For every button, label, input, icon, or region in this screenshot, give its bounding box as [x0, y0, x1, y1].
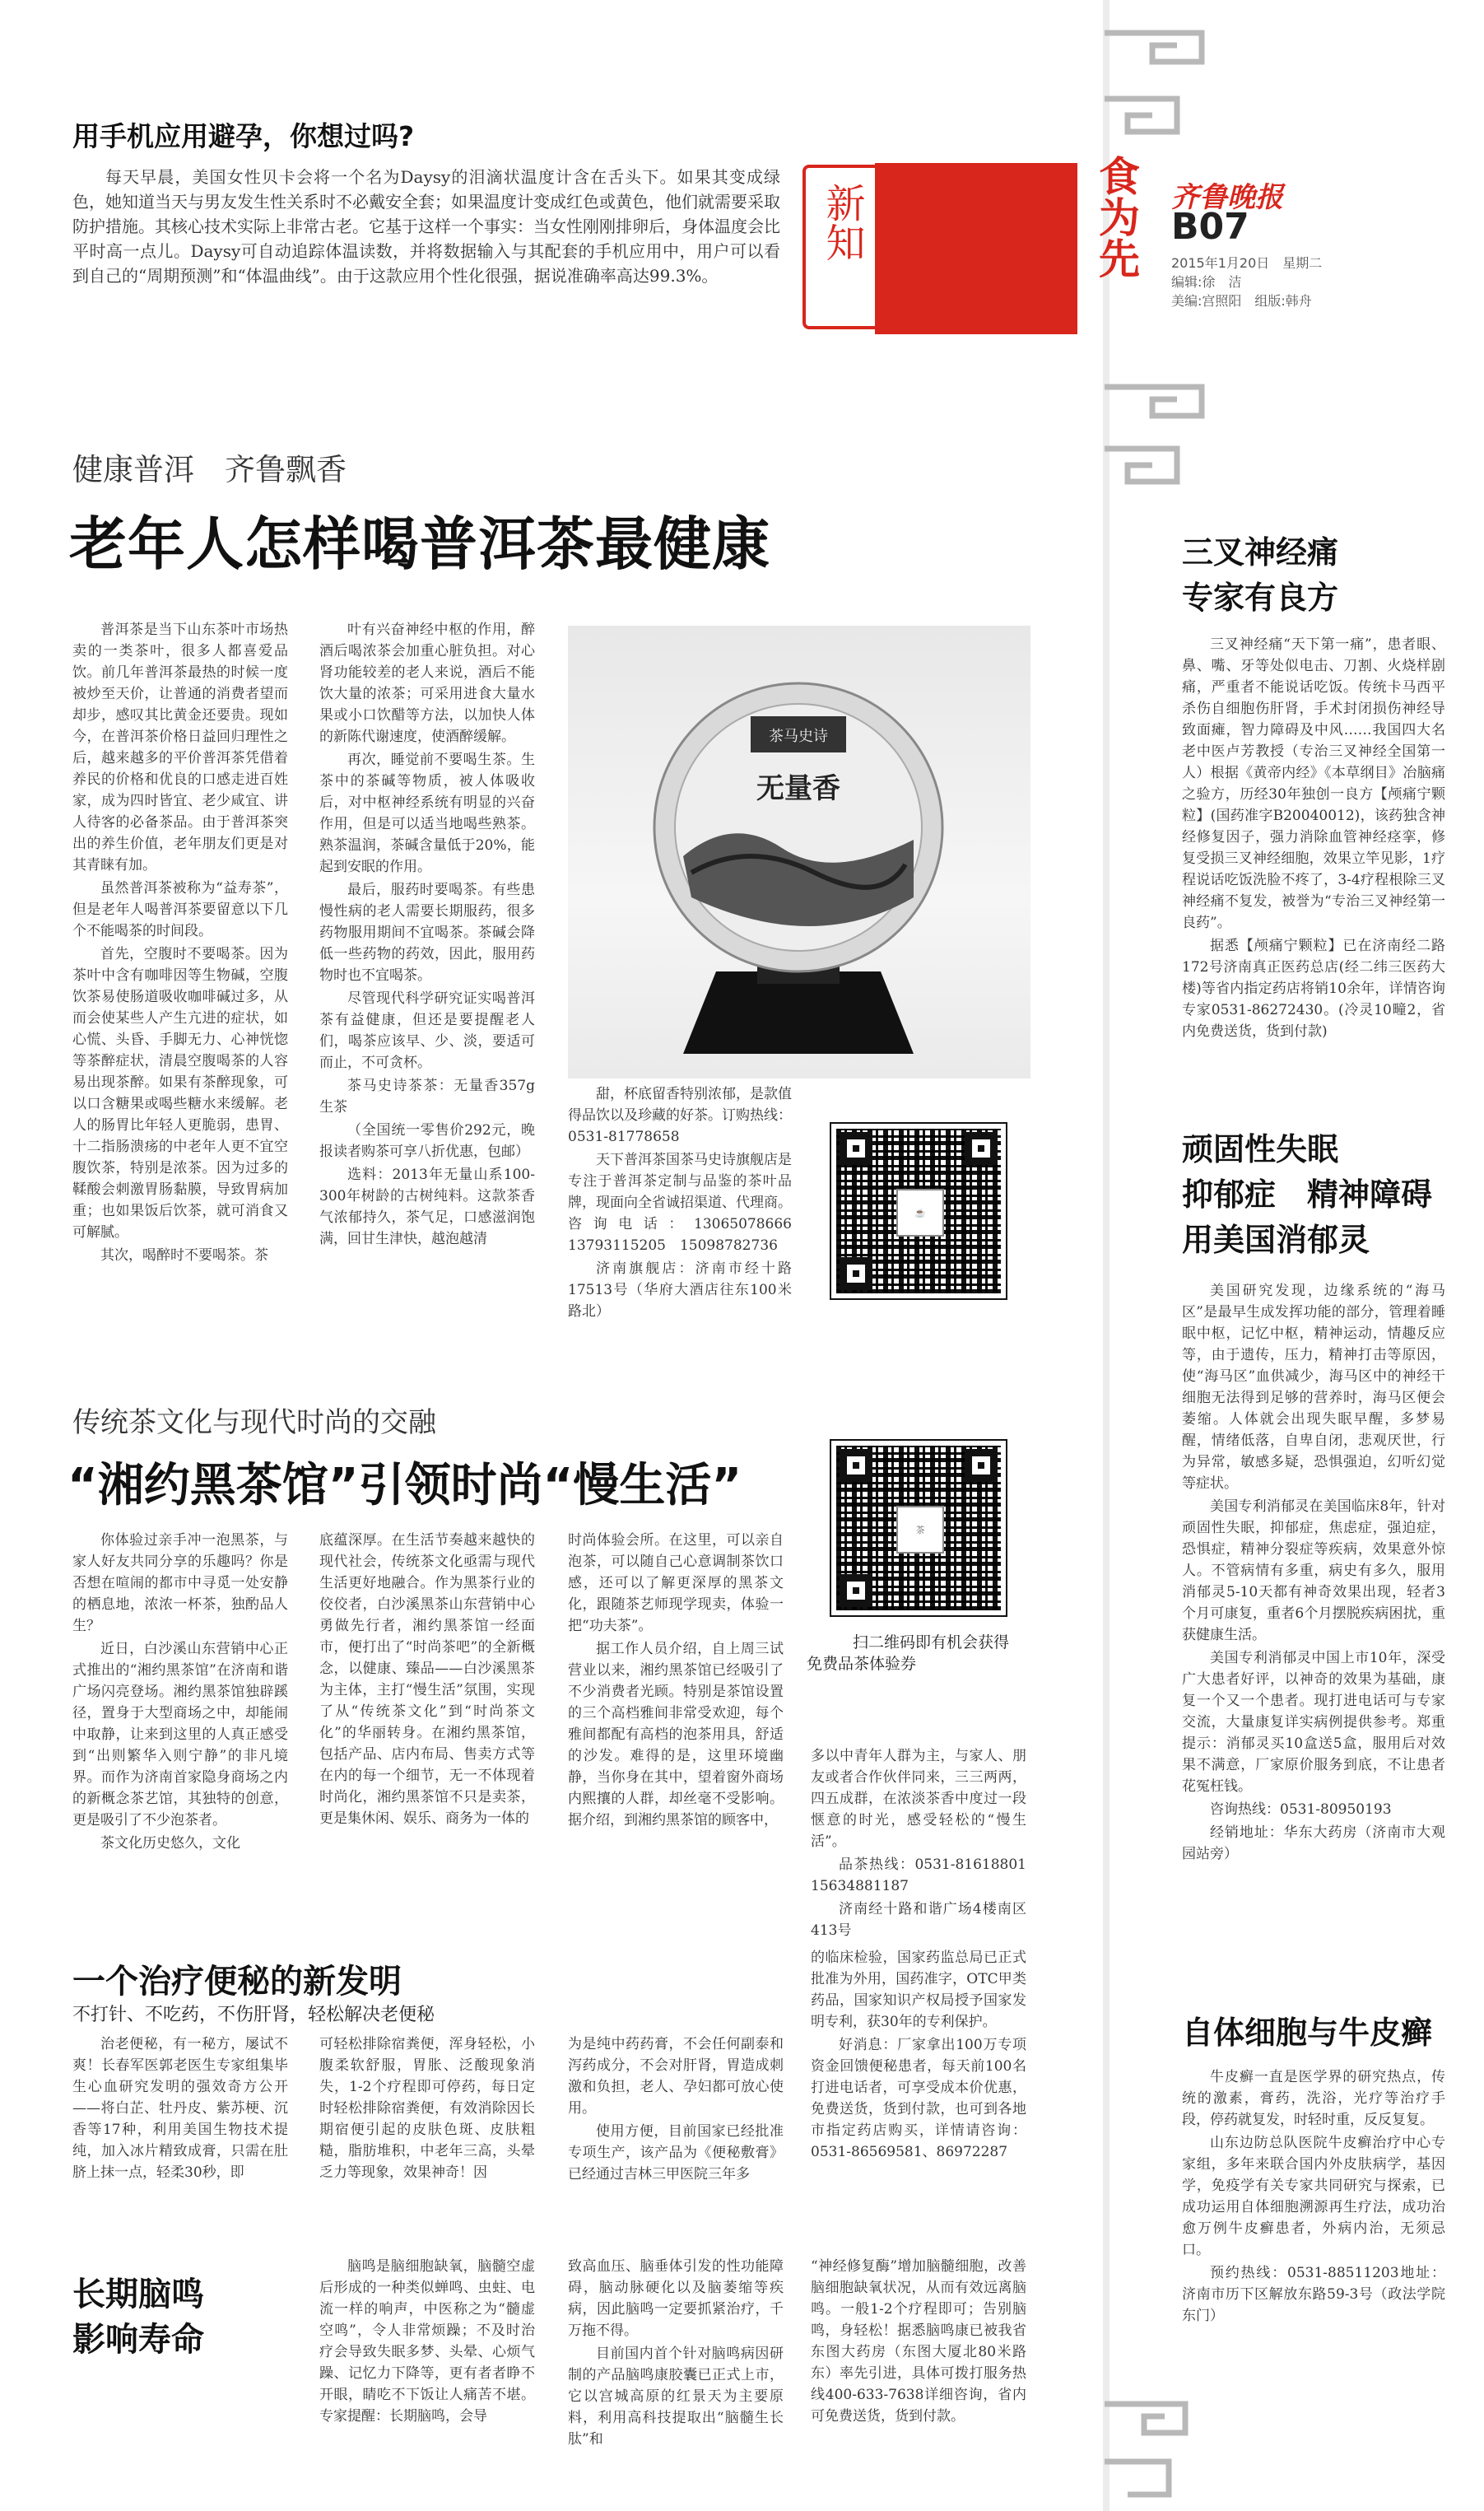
sidebar1-title-line1: 三叉神经痛: [1182, 534, 1339, 571]
article4-subtitle: 不打针、不吃药，不伤肝肾，轻松解决老便秘: [72, 2005, 435, 2025]
article3-col2: 底蕴深厚。在生活节奏越来越快的现代社会，传统茶文化亟需与现代生活更好地融合。作为黑茶行业的佼佼者，白沙溪黑茶山东营销中心勇做先行者，湘约黑茶馆一经面市，便打出了“时尚茶吧”的全新概念，以健康、臻品——白沙溪黑茶为主体，主打“慢生活”氛围，实现了从“传统茶文化”到“时尚茶文化”的华丽转身。在湘约黑茶馆，包括产品、店内布局、售卖方式等在内的每一个细节，无一不体现着时尚化，湘约黑茶馆不只是卖茶，更是集休闲、娱乐、商务为一体的: [319, 1532, 535, 1827]
editor-credit: 编辑:徐 洁: [1171, 274, 1242, 290]
sidebar3-body: 牛皮癣一直是医学界的研究热点，传统的激素，膏药，洗浴，光疗等治疗手段，停药就复发，时轻时重，反反复复。 山东边防总队医院牛皮癣治疗中心专家组，多年来联合国内外皮肤病学，基因学，免疫学有关专家共同研究与探索，已成功运用自体细胞溯源再生疗法，成功治愈万例牛皮癣患者，外病内治，无须忌口。 预约热线：0531-88511203地址：济南市历下区解放东路59-3号（政法学院东门）: [1182, 2069, 1445, 2324]
article1-body: 每天早晨，美国女性贝卡会将一个名为Daysy的泪滴状温度计含在舌头下。如果其变成绿色，她知道当天与男友发生性关系时不必戴安全套；如果温度计变成红色或黄色，他们就需要采取防护措施。其核心技术实际上非常古老。它基于这样一个事实：当女性刚刚排卵后，身体温度会比平时高一点儿。Daysy可自动追踪体温读数，并将数据输入与其配套的手机应用中，用户可以看到自己的“周期预测”和“体温曲线”。由于这款应用个性化很强，据说准确率高达99.3%。: [72, 167, 780, 286]
sidebar2-title-line2: 抑郁症 精神障碍: [1182, 1176, 1433, 1213]
qr-logo-icon: 茶: [896, 1506, 944, 1554]
sidebar2-title-line1: 顽固性失眠: [1182, 1131, 1339, 1167]
article4-col2: 可轻松排除宿粪便，浑身轻松，小腹柔软舒服，胃胀、泛酸现象消失，1-2个疗程即可停药，每日定时轻松排除宿粪便，有效消除因长期宿便引起的皮肤色斑、皮肤粗糙，脂肪堆积，中老年三高，头晕乏力等现象，效果神奇！因: [319, 2036, 535, 2181]
sidebar1-title-line2: 专家有良方: [1182, 580, 1339, 616]
designer-credit: 美编:宫照阳 组版:韩舟: [1171, 293, 1312, 309]
article3-kicker: 传统茶文化与现代时尚的交融: [72, 1406, 436, 1439]
paper-name: 齐鲁晚报: [1171, 181, 1283, 214]
section-title-vertical: 食为先: [1092, 155, 1140, 278]
qr-code-teahouse[interactable]: [831, 1124, 1006, 1298]
badge-text: 新知: [819, 183, 865, 262]
red-badge-block: [875, 163, 1077, 334]
article2-col2: 叶有兴奋神经中枢的作用，醉酒后喝浓茶会加重心脏负担。对心肾功能较差的老人来说，酒后不能饮大量的浓茶；可采用进食大量水果或小口饮醋等方法，以加快人体的新陈代谢速度，使酒醉缓解。 再次，睡觉前不要喝生茶。生茶中的茶碱等物质，被人体吸收后，对中枢神经系统有明显的兴奋作用，但是可以适当地喝些熟茶。熟茶温润，茶碱含量低于20%，能起到安眠的作用。 最后，服药时要喝茶。有些患慢性病的老人需要长期服药，很多药物服用期间不宜喝茶。茶碱会降低一些药物的药效，因此，服用药物时也不宜喝茶。 尽管现代科学研究证实喝普洱茶有益健康，但还是要提醒老人们，喝茶应该早、少、淡，要适可而止，不可贪杯。 茶马史诗茶茶：无量香357g 生茶 （全国统一零售价292元，晚报读者购茶可享八折优惠，包邮） 选料：2013年无量山系100-300年树龄的古树纯料。这款茶香气浓郁持久，茶气足，口感滋润饱满，回甘生津快，越泡越清: [319, 622, 549, 1247]
tea-cake-illustration: [568, 626, 1030, 1078]
tea-cake-brand: 茶马史诗: [769, 728, 828, 745]
article5-col4: “神经修复酶”增加脑髓细胞，改善脑细胞缺氧状况，从而有效远离脑鸣。一般1-2个疗程即可；告别脑鸣，身轻松！据悉脑鸣康已被我省东图大药房（东图大厦北80米路东）率先引进，具体可拨打服务热线400-633-7638详细咨询，省内可免费送货，货到付款。: [811, 2258, 1026, 2425]
page-date: 2015年1月20日 星期二: [1171, 255, 1323, 271]
article4-col1: 治老便秘，有一秘方，屡试不爽！长春军医郭老医生专家组集毕生心血研究发明的强效奇方公开——将白芷、牡丹皮、紫苏梗、沉香等17种，利用美国生物技术提纯，加入冰片精致成膏，只需在肚脐上抹一点，轻柔30秒，即: [72, 2036, 288, 2181]
article5-title-line1: 长期脑鸣: [72, 2276, 204, 2313]
article2-col3: 甜，杯底留香特别浓郁，是款值得品饮以及珍藏的好茶。订购热线：0531-81778658 天下普洱茶国茶马史诗旗舰店是专注于普洱茶定制与品鉴的茶叶品牌，现面向全省诚招渠道、代理商。咨询电话：13065078666 13793115205 15098782736 济南旗舰店：济南市经十路17513号（华府大酒店往东100米路北）: [568, 1086, 806, 1320]
article4-col4: 的临床检验，国家药监总局已正式批准为外用，国药准字，OTC甲类药品，国家知识产权局授予国家发明专利，获30年的专利保护。 好消息：厂家拿出100万专项资金回馈便秘患者，每天前100名打进电话者，可享受成本价优惠，免费送货，货到付款，也可到各地市指定药店购买，详情请咨询：0531-86569581、86972287: [811, 1950, 1026, 2160]
tea-cake-photo: [568, 626, 1030, 1078]
article5-col2: 脑鸣是脑细胞缺氧，脑髓空虚后形成的一种类似蝉鸣、虫蛀、电流一样的响声，中医称之为“髓虚空鸣”，令人非常烦躁；不及时治疗会导致失眠多梦、头晕、心烦气躁、记忆力下降等，更有者者睁不开眼，睛吃不下饭让人痛苦不堪。专家提醒：长期脑鸣，会导: [319, 2258, 535, 2425]
page-number: B07: [1171, 206, 1249, 248]
article3-col4: 多以中青年人群为主，与家人、朋友或者合作伙伴同来，三三两两，四五成群，在浓淡茶香中度过一段惬意的时光，感受轻松的“慢生活”。 品茶热线：0531-81618801 15634881187 济南经十路和谐广场4楼南区413号: [811, 1748, 1040, 1939]
sidebar1-body: 三叉神经痛“天下第一痛”，患者眼、鼻、嘴、牙等处似电击、刀割、火烧样剧痛，严重者不能说话吃饭。传统卡马西平杀伤自细胞伤肝肾，手术封闭损伤神经导致面瘫，智力障碍及中风……我国四大名老中医卢芳教授（专治三叉神经全国第一人）根据《黄帝内经》《本草纲目》冶脑痛之验方，历经30年独创一良方【颅痛宁颗粒】(国药准字B20040012)，该药独含神经修复因子，强力消除血管神经痉挛，修复受损三叉神经细胞，效果立竿见影，1疗程说话吃饭洗脸不疼了，3-4疗程根除三叉神经痛不复发，被誉为“专治三叉神经第一良药”。 据悉【颅痛宁颗粒】已在济南经二路172号济南真正医药总店(经二纬三医药大楼)等省内指定药店将销10余年，详情咨询专家0531-86272430。(冷灵10疃2，省内免费送货，货到付款): [1182, 636, 1445, 1040]
article3-col1: 你体验过亲手冲一泡黑茶，与家人好友共同分享的乐趣吗？你是否想在喧闹的都市中寻觅一处安静的栖息地，浓浓一杯茶，独酌品人生？ 近日，白沙溪山东营销中心正式推出的“湘约黑茶馆”在济南和谐广场闪亮登场。湘约黑茶馆独辟蹊径，置身于大型商场之中，却能闹中取静，让来到这里的人真正感受到“出则繁华入则宁静”的非凡境界。而作为济南首家隐身商场之内的新概念茶艺馆，其独特的创意，更是吸引了不少泡茶者。 茶文化历史悠久，文化: [72, 1532, 288, 1852]
article4-title: 一个治疗便秘的新发明: [72, 1963, 402, 2001]
qr-caption-line1: 扫二维码即有机会获得: [853, 1633, 1010, 1651]
article2-title: 老年人怎样喝普洱茶最健康: [69, 510, 770, 578]
article2-col1: 普洱茶是当下山东茶叶市场热卖的一类茶叶，很多人都喜爱品饮。前几年普洱茶最热的时候一度被炒至天价，让普通的消费者望而却步，感叹其比黄金还要贵。现如今，在普洱茶价格日益回归理性之后，越来越多的平价普洱茶凭借着养民的价格和优良的口感走进百姓家，成为四时皆宜、老少咸宜、讲人待客的必备茶品。由于普洱茶突出的养生价值，老年朋友们更是对其青睐有加。 虽然普洱茶被称为“益寿茶”，但是老年人喝普洱茶要留意以下几个不能喝茶的时间段。 首先，空腹时不要喝茶。因为茶叶中含有咖啡因等生物碱，空腹饮茶易使肠道吸收咖啡碱过多，从而会使某些人产生亢进的症状，如心慌、头昏、手脚无力、心神恍惚等茶醉症状，清晨空腹喝茶的人容易出现茶醉。如果有茶醉现象，可以口含糖果或喝些糖水来缓解。老人的肠胃比年轻人更脆弱，患胃、十二指肠溃疡的中老年人更不宜空腹饮茶，特别是浓茶。因为过多的鞣酸会刺激胃肠黏膜，导致胃病加重；也如果饭后饮茶，就可消食又可解腻。 其次，喝醉时不要喝茶。茶: [72, 622, 288, 1264]
article3-title: “湘约黑茶馆”引领时尚“慢生活”: [67, 1459, 742, 1512]
qr-code-tea-experience[interactable]: [831, 1441, 1006, 1615]
article5-title-line2: 影响寿命: [72, 2321, 204, 2359]
tea-cake-label: 无量香: [756, 772, 840, 805]
qr-caption-line2: 免费品茶体验券: [807, 1655, 917, 1673]
qr-logo-icon: ☕: [896, 1189, 944, 1237]
article3-col3: 时尚体验会所。在这里，可以亲自泡茶，可以随自己心意调制茶饮口感，还可以了解更深厚的黑茶文化，跟随茶艺师现学现卖，体验一把“功夫茶”。 据工作人员介绍，自上周三试营业以来，湘约黑茶馆已经吸引了不少消费者光顾。特别是茶馆设置的三个高档雅间非常受欢迎，每个雅间都配有高档的泡茶用具，舒适的沙发。难得的是，这里环境幽静，当你身在其中，望着窗外商场内熙攘的人群，却丝毫不受影响。据介绍，到湘约黑茶馆的顾客中，: [568, 1532, 784, 1829]
article5-col3: 致高血压、脑垂体引发的性功能障碍，脑动脉硬化以及脑萎缩等疾病，因此脑鸣一定要抓紧治疗，千万拖不得。 目前国内首个针对脑鸣病因研制的产品脑鸣康胶囊已正式上市，它以宫城高原的红景天为主要原料，利用高科技提取出“脑髓生长肽”和: [568, 2258, 784, 2448]
article1-title: 用手机应用避孕，你想过吗?: [72, 120, 415, 152]
sidebar2-body: 美国研究发现，边缘系统的“海马区”是最早生成发挥功能的部分，管理着睡眠中枢，记忆中枢，精神运动，情趣反应等，由于遗传，压力，精神打击等原因，使“海马区”血供减少，海马区中的神经干细胞无法得到足够的营养时，海马区便会萎缩。人体就会出现失眠早醒，多梦易醒，情绪低落，自卑自闭，悲观厌世，行为异常，敏感多疑，恐惧强迫，幻听幻觉等症状。 美国专利消郁灵在美国临床8年，针对顽固性失眠，抑郁症，焦虑症，强迫症，恐惧症，精神分裂症等疾病，效果意外惊人。不管病情有多重，病史有多久，服用消郁灵5-10天都有神奇效果出现，轻者3个月可康复，重者6个月摆脱疾病困扰，重获健康生活。 美国专利消郁灵中国上市10年，深受广大患者好评，以神奇的效果为基础，康复一个又一个患者。现打进电话可与专家交流，大量康复详实病例提供参考。郑重提示：消郁灵买10盒送5盒，服用后对效果不满意，厂家原价服务到底，不让患者花冤枉钱。 咨询热线：0531-80950193 经销地址：华东大药房（济南市大观园站旁）: [1182, 1283, 1445, 1862]
article4-col3: 为是纯中药药膏，不会任何副泰和泻药成分，不会对肝肾，胃造成刺激和负担，老人、孕妇都可放心使用。 使用方便，目前国家已经批准专项生产，该产品为《便秘敷膏》已经通过吉林三甲医院三年多: [568, 2036, 784, 2183]
sidebar3-title: 自体细胞与牛皮癣: [1182, 2015, 1433, 2051]
article2-kicker: 健康普洱 齐鲁飘香: [72, 452, 347, 487]
sidebar2-title-line3: 用美国消郁灵: [1182, 1222, 1370, 1258]
